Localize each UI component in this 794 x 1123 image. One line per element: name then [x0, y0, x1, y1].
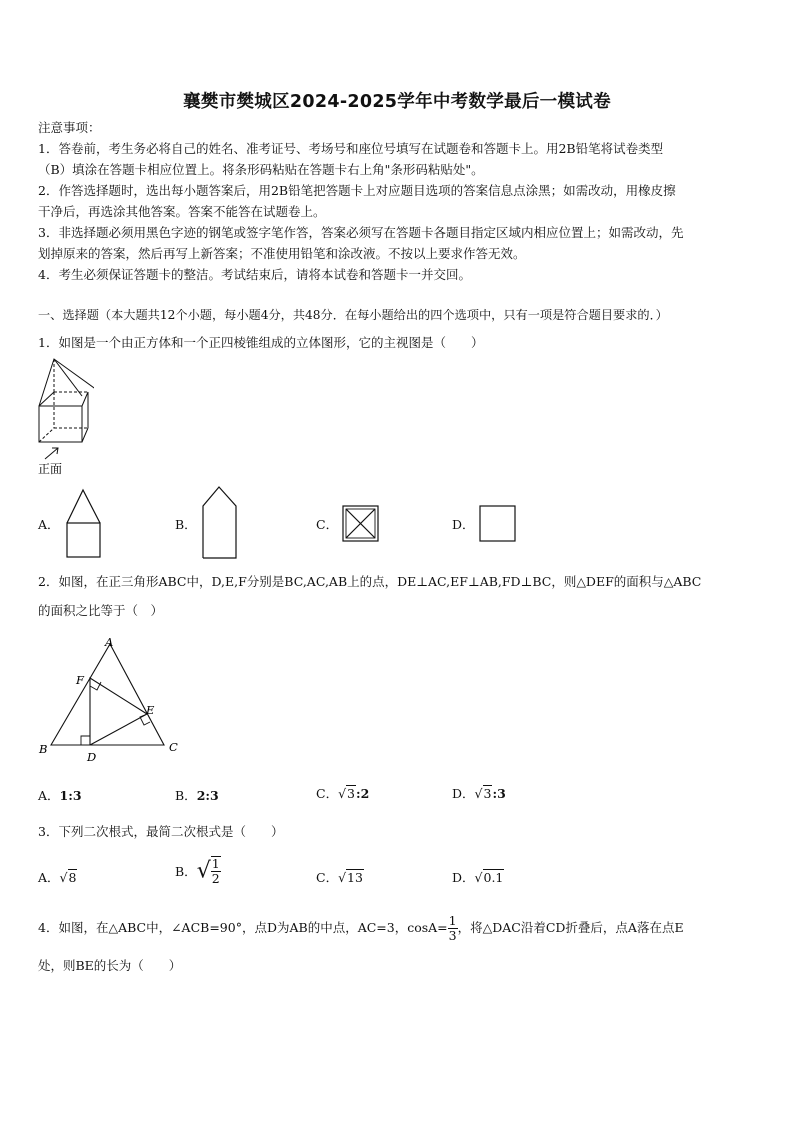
q1-front-label: 正面 — [38, 462, 63, 476]
q1-stem: 1．如图是一个由正方体和一个正四棱锥组成的立体图形，它的主视图是（ ） — [38, 335, 484, 350]
notice-line: 干净后，再选涂其他答案。答案不能答在试题卷上。 — [38, 204, 326, 219]
q2-triangle-figure — [34, 634, 184, 770]
q3-stem: 3．下列二次根式，最简二次根式是（ ） — [38, 824, 284, 839]
q2-label-f: F — [76, 673, 84, 687]
q2-label-c: C — [169, 740, 178, 754]
notice-line: 2．作答选择题时，选出每小题答案后，用2B铅笔把答题卡上对应题目选项的答案信息点涂黑；如需改动，用橡皮擦 — [38, 183, 676, 198]
notice-line: 3．非选择题必须用黑色字迹的钢笔或签字笔作答，答案必须写在答题卡各题目指定区域内相应位置上；如需改动，先 — [38, 225, 684, 240]
q3-option-a[interactable]: A．√8 — [38, 870, 77, 885]
page-title: 襄樊市樊城区2024-2025学年中考数学最后一模试卷 — [183, 92, 611, 112]
q1-option-a-figure — [64, 487, 106, 561]
q1-option-c-label[interactable]: C． — [316, 517, 339, 532]
notice-line: 1．答卷前，考生务必将自己的姓名、准考证号、考场号和座位号填写在试题卷和答题卡上。用2B铅笔将试卷类型 — [38, 141, 664, 156]
q4-stem-line1: 4．如图，在△ABC中，∠ACB=90°，点D为AB的中点，AC=3，cosA= $\frac{1}{3}$ ，将△DAC沿着CD折叠后，点A落在点E — [38, 913, 684, 943]
q2-stem-line2: 的面积之比等于（ ） — [38, 603, 164, 618]
q4-stem-line2: 处，则BE的长为（ ） — [38, 958, 182, 973]
q2-option-b[interactable]: B．2:3 — [175, 788, 219, 803]
q1-option-b-label[interactable]: B． — [175, 517, 197, 532]
q3-option-c[interactable]: C．√13 — [316, 870, 363, 885]
q3-option-d[interactable]: D．√0.1 — [452, 870, 504, 885]
q2-label-b: B — [39, 742, 48, 756]
q1-option-a-label[interactable]: A． — [38, 517, 60, 532]
q1-option-d-label[interactable]: D． — [452, 517, 475, 532]
notice-heading: 注意事项： — [38, 120, 101, 135]
q3-option-b[interactable]: B．√ $\frac{1}{2}$ — [175, 856, 220, 886]
q2-label-d: D — [87, 750, 97, 764]
q1-option-b-figure — [200, 484, 242, 562]
q2-stem-line1: 2．如图，在正三角形ABC中，D,E,F分别是BC,AC,AB上的点，DE⊥AC,EF⊥AB,FD⊥BC，则△DEF的面积与△ABC — [38, 574, 702, 589]
q1-solid-figure — [34, 356, 94, 478]
q2-label-e: E — [146, 703, 155, 717]
notice-line: 4．考生必须保证答题卡的整洁。考试结束后，请将本试卷和答题卡一并交回。 — [38, 267, 471, 282]
notice-line: 划掉原来的答案，然后再写上新答案；不准使用铅笔和涂改液。不按以上要求作答无效。 — [38, 246, 526, 261]
q1-option-c-figure — [341, 504, 381, 544]
q2-option-c[interactable]: C．√3:2 — [316, 786, 370, 801]
q1-option-d-figure — [478, 504, 518, 544]
section-heading: 一、选择题（本大题共12个小题，每小题4分，共48分．在每小题给出的四个选项中，只有一项是符合题目要求的．） — [38, 308, 668, 322]
notice-line: （B）填涂在答题卡相应位置上。将条形码粘贴在答题卡右上角"条形码粘贴处"。 — [38, 162, 484, 177]
q2-label-a: A — [105, 635, 114, 649]
q2-option-a[interactable]: A．1:3 — [38, 788, 82, 803]
q2-option-d[interactable]: D．√3:3 — [452, 786, 506, 801]
